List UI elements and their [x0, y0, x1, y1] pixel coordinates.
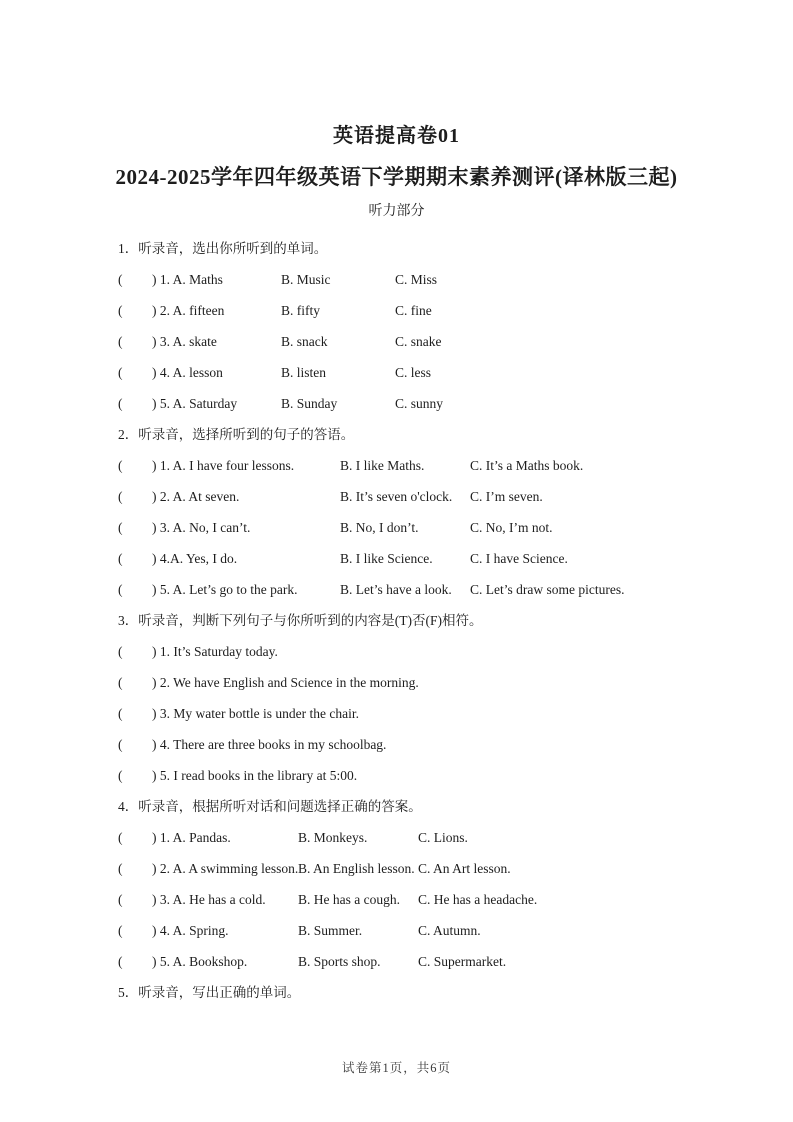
question-row [118, 512, 738, 543]
answer-bracket: ( [118, 489, 123, 504]
answer-bracket: ( [118, 582, 123, 597]
page-title: 英语提高卷01 [333, 125, 460, 147]
section-1 [118, 233, 738, 419]
question-row [118, 636, 738, 667]
option-b: B. I like Maths. [340, 458, 425, 473]
row-lead: ) 5. I read books in the library at 5:00. [152, 768, 358, 783]
answer-bracket: ( [118, 520, 123, 535]
option-c: C. fine [395, 303, 432, 318]
option-c: C. less [395, 365, 432, 380]
question-row [118, 574, 738, 605]
row-lead: ) 4. A. Spring. [152, 923, 229, 938]
answer-bracket: ( [118, 334, 123, 349]
option-c: C. Let’s draw some pictures. [470, 582, 625, 597]
option-b: B. Music [281, 272, 331, 287]
row-lead: ) 3. A. He has a cold. [152, 892, 266, 907]
section-heading: 3．听录音，判断下列句子与你所听到的内容是(T)否(F)相符。 [118, 613, 483, 628]
answer-bracket: ( [118, 923, 123, 938]
question-row [118, 729, 738, 760]
section-4 [118, 791, 738, 977]
answer-bracket: ( [118, 954, 123, 969]
question-row [118, 822, 738, 853]
option-c: C. It’s a Maths book. [470, 458, 584, 473]
row-lead: ) 4. A. lesson [152, 365, 223, 380]
option-b: B. Sunday [281, 396, 338, 411]
option-c: C. No, I’m not. [470, 520, 553, 535]
answer-bracket: ( [118, 768, 123, 783]
option-c: C. sunny [395, 396, 444, 411]
question-row [118, 481, 738, 512]
option-b: B. Summer. [298, 923, 363, 938]
question-row [118, 884, 738, 915]
section-heading: 5．听录音，写出正确的单词。 [118, 985, 301, 1000]
option-b: B. snack [281, 334, 328, 349]
row-lead: ) 1. A. Pandas. [152, 830, 231, 845]
question-row [118, 450, 738, 481]
row-lead: ) 3. A. No, I can’t. [152, 520, 251, 535]
question-row [118, 388, 738, 419]
option-c: C. An Art lesson. [418, 861, 511, 876]
question-row [118, 357, 738, 388]
option-c: C. He has a headache. [418, 892, 538, 907]
option-b: B. He has a cough. [298, 892, 400, 907]
option-c: C. I’m seven. [470, 489, 543, 504]
answer-bracket: ( [118, 396, 123, 411]
answer-bracket: ( [118, 303, 123, 318]
part-label: 听力部分 [368, 204, 425, 219]
option-b: B. Monkeys. [298, 830, 368, 845]
option-c: C. Miss [395, 272, 438, 287]
option-c: C. Autumn. [418, 923, 481, 938]
question-row [118, 853, 738, 884]
question-row [118, 264, 738, 295]
row-lead: ) 4. There are three books in my schoolbag. [152, 737, 387, 752]
row-lead: ) 2. We have English and Science in the morning. [152, 675, 419, 690]
option-c: C. I have Science. [470, 551, 568, 566]
page-subtitle: 2024-2025学年四年级英语下学期期末素养测评(译林版三起) [115, 165, 678, 189]
answer-bracket: ( [118, 365, 123, 380]
option-b: B. listen [281, 365, 327, 380]
answer-bracket: ( [118, 458, 123, 473]
question-row [118, 915, 738, 946]
question-row [118, 946, 738, 977]
page-footer: 试卷第1页，共6页 [341, 1061, 451, 1075]
section-2 [118, 419, 738, 605]
answer-bracket: ( [118, 830, 123, 845]
answer-bracket: ( [118, 737, 123, 752]
answer-bracket: ( [118, 551, 123, 566]
option-c: C. snake [395, 334, 442, 349]
answer-bracket: ( [118, 892, 123, 907]
row-lead: ) 3. A. skate [152, 334, 217, 349]
question-row [118, 760, 738, 791]
row-lead: ) 2. A. At seven. [152, 489, 240, 504]
section-heading: 4．听录音，根据所听对话和问题选择正确的答案。 [118, 799, 422, 814]
option-b: B. Let’s have a look. [340, 582, 452, 597]
row-lead: ) 3. My water bottle is under the chair. [152, 706, 359, 721]
question-row [118, 698, 738, 729]
question-row [118, 543, 738, 574]
row-lead: ) 2. A. A swimming lesson. [152, 861, 299, 876]
row-lead: ) 1. It’s Saturday today. [152, 644, 278, 659]
row-lead: ) 5. A. Bookshop. [152, 954, 248, 969]
section-3 [118, 605, 738, 791]
answer-bracket: ( [118, 675, 123, 690]
option-b: B. I like Science. [340, 551, 433, 566]
question-row [118, 326, 738, 357]
option-b: B. No, I don’t. [340, 520, 419, 535]
row-lead: ) 5. A. Saturday [152, 396, 238, 411]
option-b: B. fifty [281, 303, 320, 318]
answer-bracket: ( [118, 272, 123, 287]
option-c: C. Lions. [418, 830, 468, 845]
row-lead: ) 4.A. Yes, I do. [152, 551, 238, 566]
option-b: B. It’s seven o'clock. [340, 489, 453, 504]
row-lead: ) 1. A. Maths [152, 272, 223, 287]
section-heading: 1．听录音，选出你所听到的单词。 [118, 241, 328, 256]
exam-body [118, 233, 738, 1008]
answer-bracket: ( [118, 706, 123, 721]
option-c: C. Supermarket. [418, 954, 507, 969]
section-5 [118, 977, 738, 1008]
answer-bracket: ( [118, 644, 123, 659]
option-b: B. Sports shop. [298, 954, 381, 969]
row-lead: ) 5. A. Let’s go to the park. [152, 582, 298, 597]
question-row [118, 295, 738, 326]
question-row [118, 667, 738, 698]
row-lead: ) 2. A. fifteen [152, 303, 225, 318]
option-b: B. An English lesson. [298, 861, 415, 876]
row-lead: ) 1. A. I have four lessons. [152, 458, 295, 473]
page-header [0, 0, 793, 224]
section-heading: 2．听录音，选择所听到的句子的答语。 [118, 427, 355, 442]
answer-bracket: ( [118, 861, 123, 876]
